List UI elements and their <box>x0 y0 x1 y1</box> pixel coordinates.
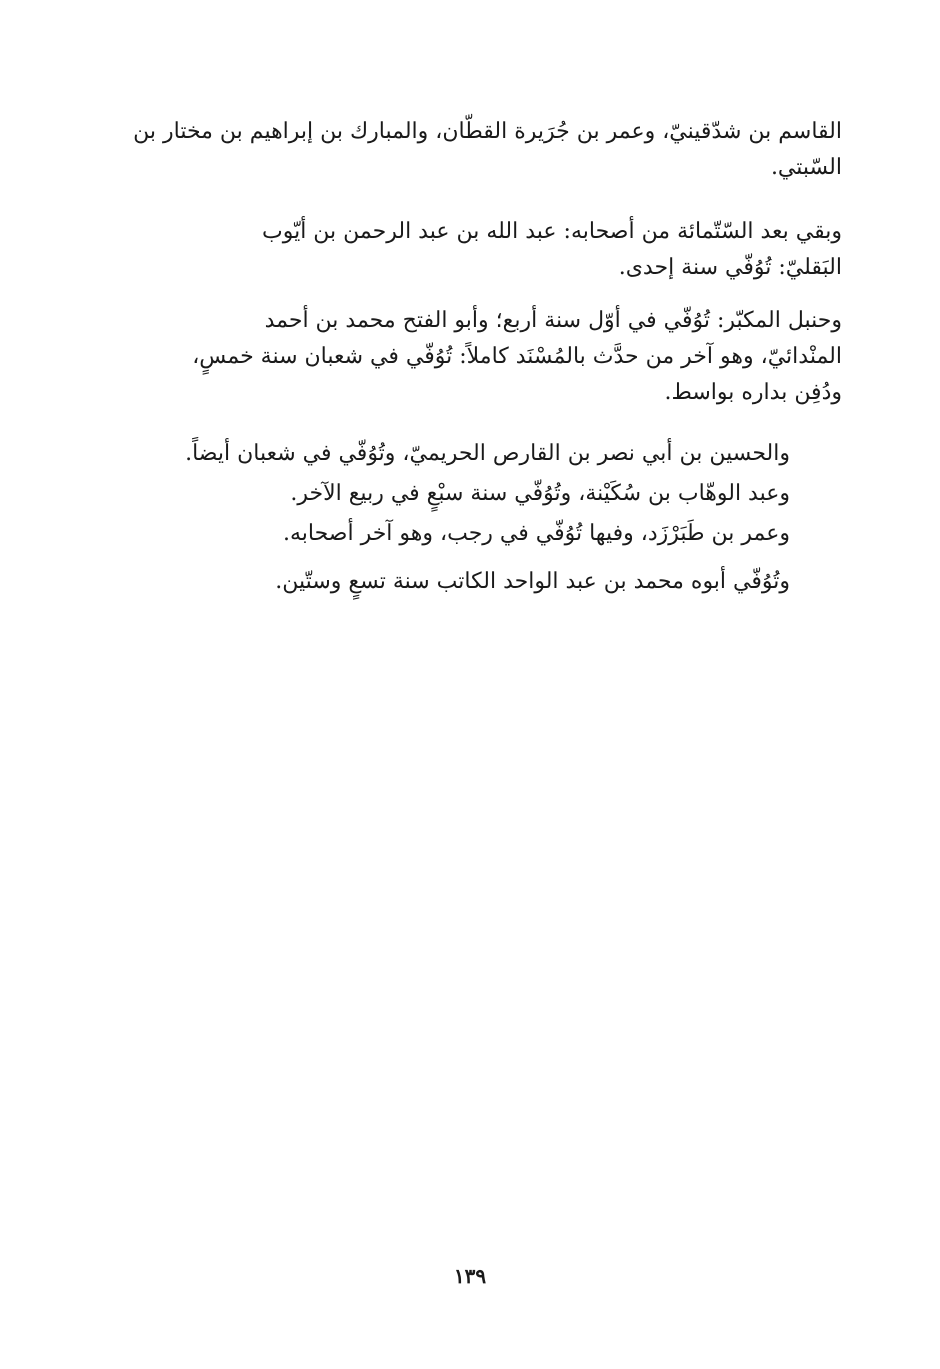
list-item: وعبد الوهّاب بن سُكَيْنة، وتُوُفّي سنة سبْعٍ في ربيع الآخر. <box>290 481 790 506</box>
paragraph-line: المنْدائيّ، وهو آخر من حدَّث بالمُسْنَد كاملاً: تُوُفّي في شعبان سنة خمسٍ، <box>192 344 842 369</box>
paragraph-line: البَقليّ: تُوُفّي سنة إحدى. <box>618 255 842 280</box>
paragraph-line: وبقي بعد السّتّمائة من أصحابه: عبد الله بن عبد الرحمن بن أيّوب <box>262 219 842 244</box>
list-item: والحسين بن أبي نصر بن القارص الحريميّ، وتُوُفّي في شعبان أيضاً. <box>185 441 790 466</box>
paragraph-2 <box>130 214 842 286</box>
paragraph-line: ودُفِن بداره بواسط. <box>664 380 842 405</box>
list-item: وتُوُفّي أبوه محمد بن عبد الواحد الكاتب سنة تسعٍ وستّين. <box>275 569 790 594</box>
paragraph-line: وحنبل المكبّر: تُوُفّي في أوّل سنة أربع؛ وأبو الفتح محمد بن أحمد <box>264 308 842 333</box>
paragraph-line: السّبتي. <box>770 155 842 180</box>
paragraph-3 <box>130 303 842 411</box>
page-number: ١٣٩ <box>453 1264 487 1288</box>
paragraph-line: القاسم بن شدّقينيّ، وعمر بن جُرَيرة القطّان، والمبارك بن إبراهيم بن مختار بن <box>133 119 842 144</box>
list-item: وعمر بن طَبَرْزَد، وفيها تُوُفّي في رجب، وهو آخر أصحابه. <box>282 521 790 546</box>
indented-list <box>160 434 790 602</box>
paragraph-1 <box>130 114 842 186</box>
